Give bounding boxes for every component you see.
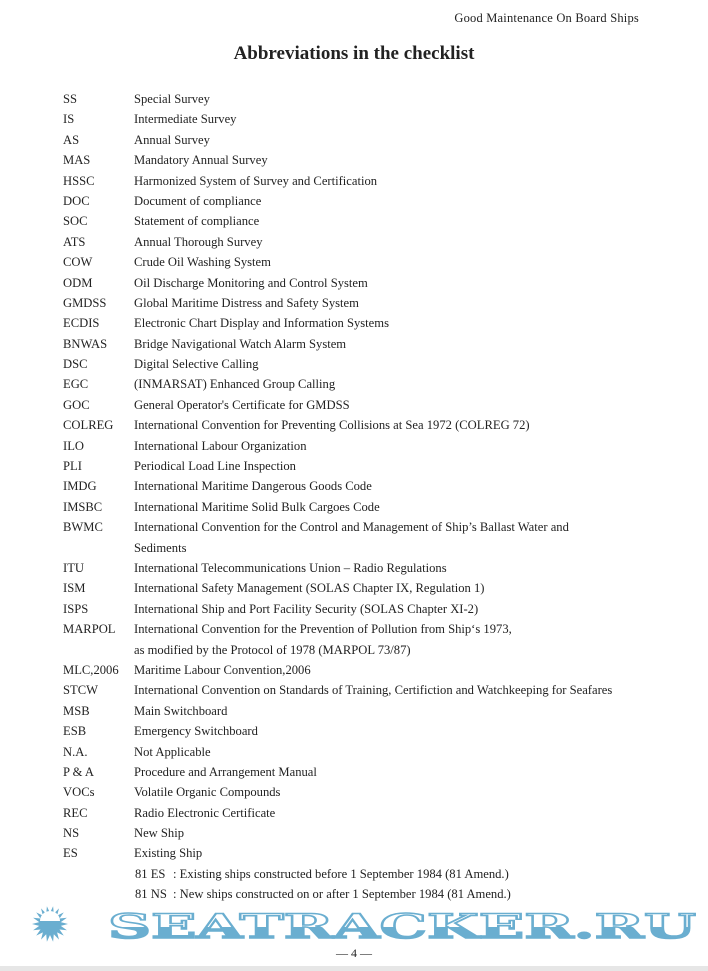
list-item [63, 803, 663, 823]
list-item [63, 171, 663, 191]
definition: Bridge Navigational Watch Alarm System [134, 336, 347, 351]
list-item [63, 252, 663, 272]
definition: International Convention for Preventing Collisions at Sea 1972 (COLREG 72) [134, 418, 530, 433]
watermark [0, 905, 708, 943]
list-item [63, 599, 663, 619]
abbreviation: ILO [63, 438, 84, 453]
sub-text: : Existing ships constructed before 1 September 1984 (81 Amend.) [173, 866, 509, 881]
sub-text: : New ships constructed on or after 1 September 1984 (81 Amend.) [173, 887, 511, 902]
definition: Sediments [134, 540, 187, 555]
list-item [63, 109, 663, 129]
definition: Not Applicable [134, 744, 211, 759]
list-item [63, 701, 663, 721]
running-header: Good Maintenance On Board Ships [454, 11, 639, 25]
definition: Crude Oil Washing System [134, 255, 271, 270]
abbreviation: DSC [63, 357, 88, 372]
list-item [63, 150, 663, 170]
sub-key: 81 NS [135, 887, 167, 902]
definition: Volatile Organic Compounds [134, 785, 281, 800]
abbreviation: AS [63, 132, 80, 147]
abbreviation: ECDIS [63, 316, 100, 331]
sub-key: 81 ES [135, 866, 166, 881]
definition: Annual Survey [134, 132, 210, 147]
abbreviation: P & A [63, 764, 95, 779]
definition: International Labour Organization [134, 438, 307, 453]
list-item [63, 721, 663, 741]
bottom-strip [0, 966, 708, 971]
abbreviation: MSB [63, 703, 90, 718]
list-item [63, 313, 663, 333]
list-item [63, 680, 663, 700]
list-item [63, 619, 663, 639]
abbreviation-list [63, 89, 663, 905]
abbreviation: ITU [63, 560, 84, 575]
abbreviation [63, 640, 134, 660]
definition: International Maritime Dangerous Goods Code [134, 479, 372, 494]
list-item [63, 823, 663, 843]
list-item [63, 762, 663, 782]
abbreviation: IMDG [63, 479, 97, 494]
abbreviation: ESB [63, 724, 87, 739]
definition: Oil Discharge Monitoring and Control System [134, 275, 368, 290]
list-item [63, 130, 663, 150]
abbreviation: COLREG [63, 418, 114, 433]
list-item [63, 293, 663, 313]
abbreviation: MLC,2006 [63, 662, 119, 677]
list-item [63, 578, 663, 598]
list-item [63, 497, 663, 517]
definition: International Telecommunications Union – Radio Regulations [134, 560, 447, 575]
definition: International Safety Management (SOLAS Chapter IX, Regulation 1) [134, 581, 485, 596]
list-item [63, 640, 663, 660]
abbreviation: STCW [63, 683, 98, 698]
abbreviation: SS [63, 92, 78, 106]
abbreviation: N.A. [63, 744, 88, 759]
definition: Annual Thorough Survey [134, 234, 263, 249]
list-item [63, 660, 663, 680]
list-item [63, 517, 663, 537]
abbreviation [63, 538, 134, 558]
abbreviation: REC [63, 805, 88, 820]
abbreviation: BWMC [63, 520, 103, 535]
abbreviation: EGC [63, 377, 89, 392]
definition: Intermediate Survey [134, 112, 237, 127]
watermark-text: SEATRACKER.RU [108, 907, 696, 943]
list-item [63, 232, 663, 252]
abbreviation: MAS [63, 153, 91, 168]
definition: (INMARSAT) Enhanced Group Calling [134, 377, 336, 392]
list-item [63, 782, 663, 802]
definition: International Convention on Standards of Training, Certifiction and Watchkeeping for Seafares [134, 683, 613, 698]
abbreviation: COW [63, 255, 93, 270]
sun-logo-icon [32, 906, 68, 941]
definition: Document of compliance [134, 193, 262, 208]
list-item [63, 415, 663, 435]
abbreviation: SOC [63, 214, 88, 229]
list-item [63, 538, 663, 558]
page-title: Abbreviations in the checklist [233, 43, 475, 64]
abbreviation: ISPS [63, 601, 89, 616]
definition: Main Switchboard [134, 703, 228, 718]
definition: International Convention for the Prevention of Pollution from Ship‘s 1973, [134, 622, 512, 637]
definition: Special Survey [134, 92, 210, 106]
abbreviation: PLI [63, 459, 82, 474]
abbreviation: ES [63, 846, 78, 861]
list-item [63, 476, 663, 496]
definition: General Operator's Certificate for GMDSS [134, 397, 350, 412]
sub-item [63, 884, 663, 904]
list-item [63, 191, 663, 211]
abbreviation: IS [63, 112, 75, 127]
definition: International Maritime Solid Bulk Cargoes Code [134, 499, 380, 514]
abbreviation: ODM [63, 275, 93, 290]
list-item [63, 843, 663, 863]
definition: Procedure and Arrangement Manual [134, 764, 317, 779]
abbreviation: HSSC [63, 173, 95, 188]
list-item [63, 742, 663, 762]
definition: Digital Selective Calling [134, 357, 259, 372]
abbreviation: GOC [63, 397, 90, 412]
abbreviation: BNWAS [63, 336, 108, 351]
definition: as modified by the Protocol of 1978 (MARPOL 73/87) [134, 642, 411, 657]
list-item [63, 558, 663, 578]
abbreviation: MARPOL [63, 622, 116, 637]
list-item [63, 334, 663, 354]
definition: Mandatory Annual Survey [134, 153, 268, 168]
definition: International Convention for the Control and Management of Ship’s Ballast Water and [134, 520, 569, 535]
definition: Radio Electronic Certificate [134, 805, 276, 820]
list-item [63, 89, 663, 109]
list-item [63, 354, 663, 374]
abbreviation: VOCs [63, 785, 95, 800]
list-item [63, 374, 663, 394]
abbreviation: DOC [63, 193, 90, 208]
abbreviation: ATS [63, 234, 86, 249]
definition: Maritime Labour Convention,2006 [134, 662, 311, 677]
abbreviation: IMSBC [63, 499, 103, 514]
definition: New Ship [134, 826, 185, 841]
abbreviation: NS [63, 826, 80, 841]
list-item [63, 211, 663, 231]
definition: Global Maritime Distress and Safety System [134, 295, 359, 310]
sub-item [63, 864, 663, 884]
definition: Statement of compliance [134, 214, 260, 229]
definition: International Ship and Port Facility Security (SOLAS Chapter XI-2) [134, 601, 479, 616]
definition: Periodical Load Line Inspection [134, 459, 296, 474]
definition: Electronic Chart Display and Information Systems [134, 316, 389, 331]
list-item [63, 456, 663, 476]
definition: Harmonized System of Survey and Certification [134, 173, 378, 188]
definition: Emergency Switchboard [134, 724, 258, 739]
definition: Existing Ship [134, 846, 203, 861]
abbreviation: ISM [63, 581, 86, 596]
page-number: — 4 — [336, 946, 372, 960]
list-item [63, 395, 663, 415]
list-item [63, 436, 663, 456]
list-item [63, 273, 663, 293]
abbreviation: GMDSS [63, 295, 107, 310]
